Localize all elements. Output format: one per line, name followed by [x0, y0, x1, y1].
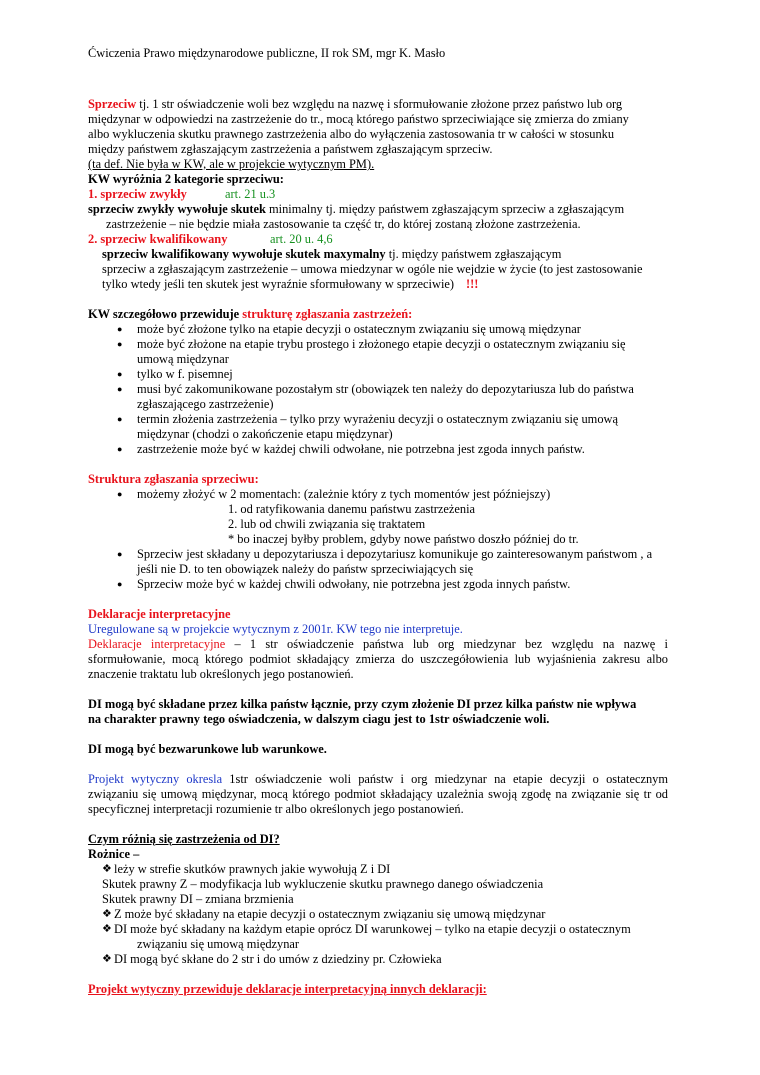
sprzeciw-moment-2: 2. lub od chwili związania się traktatem — [228, 517, 426, 531]
sprzeciw-item-1: możemy złożyć w 2 momentach: (zależnie który z tych momentów jest późniejszy) — [137, 487, 551, 501]
bullet-dot-icon: ● — [117, 384, 123, 394]
bullet-dot-icon: ● — [117, 579, 123, 589]
sprzeciw-def-line-4: między państwem zgłaszającym zastrzeżenia a państwem zgłaszającym sprzeciw. — [88, 142, 493, 156]
sprzeciw-def-note: (ta def. Nie była w KW, ale w projekcie wytycznym PM). — [88, 157, 375, 171]
sprzeciw-item-3: Sprzeciw może być w każdej chwili odwołany, nie potrzebna jest zgoda innych państw. — [137, 577, 571, 591]
projekt-line-1: Projekt wytyczny okresla 1str oświadczenie woli państw i org miedzynar na etapie decyzji o ostatecznym — [88, 772, 668, 786]
category-2-ref: art. 20 u. 4,6 — [270, 232, 333, 246]
roznice-item-1: leży w strefie skutków prawnych jakie wywołują Z i DI — [114, 862, 391, 876]
diamond-bullet-icon: ❖ — [102, 863, 112, 875]
zastrzezenia-structure-heading: KW szczegółowo przewiduje strukturę zgłaszania zastrzeżeń: — [88, 307, 413, 321]
zastrzezenia-item-4: musi być zakomunikowane pozostałym str (obowiązek ten należy do depozytariusza lub do państwa — [137, 382, 634, 396]
sprzeciw-def-line-1: Sprzeciw tj. 1 str oświadczenie woli bez względu na nazwę i sformułowanie złożone przez państwo lub org — [88, 97, 623, 111]
bullet-dot-icon: ● — [117, 414, 123, 424]
zastrzezenia-item-1: może być złożone tylko na etapie decyzji o ostatecznym związaniu się umową międzynar — [137, 322, 581, 336]
zastrzezenia-item-2-cont: umową międzynar — [137, 352, 229, 366]
bullet-dot-icon: ● — [117, 324, 123, 334]
roznice-item-2: Z może być składany na etapie decyzji o ostatecznym związaniu się umową międzynar — [114, 907, 546, 921]
zastrzezenia-item-5: termin złożenia zastrzeżenia – tylko przy wyrażeniu decyzji o ostatecznym związaniu się umową — [137, 412, 618, 426]
category-1-line-2: zastrzeżenie – nie będzie miała zastosowanie ta część tr, do której zostaną złożone zastrzeżenia. — [106, 217, 581, 231]
bullet-dot-icon: ● — [117, 339, 123, 349]
bullet-dot-icon: ● — [117, 489, 123, 499]
zastrzezenia-item-2: może być złożone na etapie trybu prostego i złożonego etapie decyzji o ostatecznym związaniu się — [137, 337, 626, 351]
category-2-line-1: sprzeciw kwalifikowany wywołuje skutek maxymalny tj. między państwem zgłaszającym — [102, 247, 562, 261]
di-conditional: DI mogą być bezwarunkowe lub warunkowe. — [88, 742, 327, 756]
roznice-item-3-cont: związaniu się umową międzynar — [137, 937, 300, 951]
roznice-skutek-z: Skutek prawny Z – modyfikacja lub wykluczenie skutku prawnego danego oświadczenia — [102, 877, 544, 891]
zastrzezenia-item-4-cont: zgłaszającego zastrzeżenie) — [137, 397, 274, 411]
roznice-label: Rożnice – — [88, 847, 140, 861]
sprzeciw-item-2-cont: jeśli nie D. to ten obowiązek należy do państw sprzeciwiających się — [137, 562, 474, 576]
sprzeciw-term: Sprzeciw — [88, 97, 137, 111]
di-joint-line-1: DI mogą być składane przez kilka państw łącznie, przy czym złożenie DI przez kilka państw nie wpływa — [88, 697, 637, 711]
sprzeciw-structure-heading: Struktura zgłaszania sprzeciwu: — [88, 472, 259, 486]
roznice-question: Czym różnią się zastrzeżenia od DI? — [88, 832, 280, 846]
sprzeciw-def-line-2: międzynar w odpowiedzi na zastrzeżenie do tr., mocą którego państwo sprzeciwiające się zmierza do zmiany — [88, 112, 629, 126]
category-2-heading: 2. sprzeciw kwalifikowany — [88, 232, 228, 246]
projekt-line-2: związaniu się umową międzynar, mocą którego podmiot składający uzależnia swoją zgodę na związanie się tr od — [88, 787, 668, 801]
sprzeciw-def-line-3: albo wykluczenia skutku prawnego zastrzeżenia albo do wyłączenia zastosowania tr w całości w stosunku — [88, 127, 615, 141]
bullet-dot-icon: ● — [117, 549, 123, 559]
category-2-line-2: sprzeciw a zgłaszającym zastrzeżenie – umowa miedzynar w ogóle nie wejdzie w życie (to jest zastosowanie — [102, 262, 643, 276]
page-header: Ćwiczenia Prawo międzynarodowe publiczne, II rok SM, mgr K. Masło — [88, 46, 446, 60]
category-1-ref: art. 21 u.3 — [225, 187, 276, 201]
zastrzezenia-item-5-cont: międzynar (chodzi o zakończenie etapu międzynar) — [137, 427, 393, 441]
zastrzezenia-item-3: tylko w f. pisemnej — [137, 367, 233, 381]
category-1-line-1: sprzeciw zwykły wywołuje skutek minimalny tj. między państwem zgłaszającym sprzeciw a zgłaszającym — [88, 202, 625, 216]
roznice-item-3: DI może być składany na każdym etapie oprócz DI warunkowej – tylko na etapie decyzji o ostatecznym — [114, 922, 631, 936]
deklaracje-heading: Deklaracje interpretacyjne — [88, 607, 231, 621]
sprzeciw-item-2: Sprzeciw jest składany u depozytariusza i depozytariusz komunikuje go zainteresowanym państwom , a — [137, 547, 653, 561]
sprzeciw-moment-1: 1. od ratyfikowania danemu państwu zastrzeżenia — [228, 502, 476, 516]
di-joint-line-2: na charakter prawny tego oświadczenia, w dalszym ciagu jest to 1str oświadczenie woli. — [88, 712, 550, 726]
bullet-dot-icon: ● — [117, 444, 123, 454]
deklaracje-regulation: Uregulowane są w projekcie wytycznym z 2001r. KW tego nie interpretuje. — [88, 622, 463, 636]
roznice-skutek-di: Skutek prawny DI – zmiana brzmienia — [102, 892, 294, 906]
category-1-heading: 1. sprzeciw zwykły — [88, 187, 187, 201]
projekt-line-3: specyficznej interpretacji rozumienie tr albo określonych jego postanowień. — [88, 802, 464, 816]
deklaracje-def-line-1: Deklaracje interpretacyjne – 1 str oświadczenie państwa lub org miedzynar bez względu na nazwę i — [88, 637, 668, 651]
diamond-bullet-icon: ❖ — [102, 953, 112, 965]
sprzeciw-moment-note: * bo inaczej byłby problem, gdyby nowe państwo doszło później do tr. — [228, 532, 579, 546]
exclamation-mark: !!! — [466, 277, 479, 291]
zastrzezenia-item-6: zastrzeżenie może być w każdej chwili odwołane, nie potrzebna jest zgoda innych państw. — [137, 442, 585, 456]
diamond-bullet-icon: ❖ — [102, 908, 112, 920]
deklaracje-def-line-3: znaczenie traktatu lub określonych jego postanowień. — [88, 667, 354, 681]
category-2-line-3: tylko wtedy jeśli ten skutek jest wyraźnie sformułowany w sprzeciwie) !!! — [102, 277, 479, 291]
projekt-footer-heading: Projekt wytyczny przewiduje deklaracje interpretacyjną innych deklaracji: — [88, 982, 487, 996]
roznice-item-4: DI mogą być skłane do 2 str i do umów z dziedziny pr. Człowieka — [114, 952, 442, 966]
bullet-dot-icon: ● — [117, 369, 123, 379]
kw-categories-heading: KW wyróżnia 2 kategorie sprzeciwu: — [88, 172, 284, 186]
deklaracje-def-line-2: sformułowanie, mocą którego podmiot składający zmierza do uszczegółowienia lub wyjaśnienia zakresu albo — [88, 652, 668, 666]
diamond-bullet-icon: ❖ — [102, 923, 112, 935]
